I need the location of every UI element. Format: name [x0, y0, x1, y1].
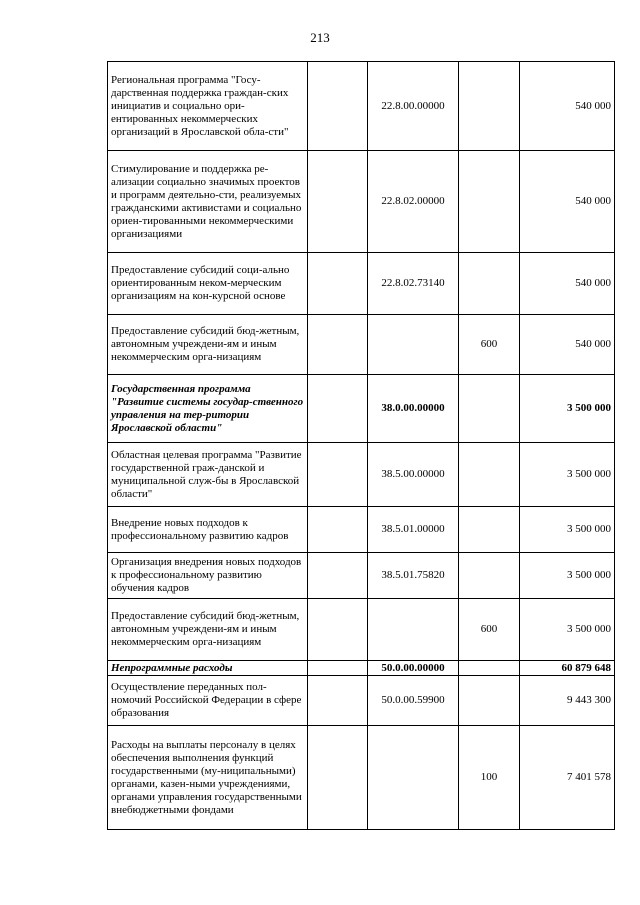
row-type: 600	[459, 315, 520, 375]
budget-table	[107, 61, 615, 830]
table-row	[108, 507, 615, 553]
row-code: 22.8.02.00000	[368, 151, 459, 253]
row-type: 100	[459, 726, 520, 830]
row-amount: 60 879 648	[520, 661, 615, 676]
row-code: 50.0.00.59900	[368, 676, 459, 726]
row-name: Областная целевая программа "Развитие государственной граж-данской и муниципальной служ-бы в Ярославской области"	[108, 443, 308, 507]
row-name: Государственная программа "Развитие системы государ-ственного управления на тер-ритории Ярославской области"	[108, 375, 308, 443]
row-name: Предоставление субсидий бюд-жетным, автономным учреждени-ям и иным некоммерческим орга-низациям	[108, 599, 308, 661]
table-row	[108, 553, 615, 599]
row-code	[368, 315, 459, 375]
row-type	[459, 676, 520, 726]
table-row	[108, 253, 615, 315]
table-row	[108, 375, 615, 443]
table-row	[108, 443, 615, 507]
row-amount: 540 000	[520, 151, 615, 253]
row-amount: 9 443 300	[520, 676, 615, 726]
table-row	[108, 62, 615, 151]
row-code: 38.5.01.75820	[368, 553, 459, 599]
row-amount: 3 500 000	[520, 443, 615, 507]
row-code	[368, 599, 459, 661]
table-row	[108, 599, 615, 661]
page-number: 213	[310, 30, 330, 45]
row-type: 600	[459, 599, 520, 661]
row-name: Предоставление субсидий бюд-жетным, автономным учреждени-ям и иным некоммерческим орга-низациям	[108, 315, 308, 375]
row-amount: 540 000	[520, 253, 615, 315]
row-name: Расходы на выплаты персоналу в целях обеспечения выполнения функций государственными (му-ниципальными) органами, казен-ными учреждениями, органами управления государственными внебюджетными фондами	[108, 726, 308, 830]
row-code: 22.8.00.00000	[368, 62, 459, 151]
row-code: 38.5.01.00000	[368, 507, 459, 553]
row-name: Региональная программа "Госу-дарственная поддержка граждан-ских инициатив и социально ори-ентированных некоммерческих организаций в Ярославской обла-сти"	[108, 62, 308, 151]
table-row	[108, 676, 615, 726]
row-type	[459, 253, 520, 315]
row-type	[459, 507, 520, 553]
row-amount: 7 401 578	[520, 726, 615, 830]
row-blank-cell	[308, 553, 368, 599]
row-name: Внедрение новых подходов к профессиональному развитию кадров	[108, 507, 308, 553]
row-blank-cell	[308, 661, 368, 676]
row-blank-cell	[308, 507, 368, 553]
row-name: Стимулирование и поддержка ре-ализации социально значимых проектов и программ деятельно-сти, реализуемых гражданскими активистами и социально ориен-тированными некоммерческими организациями	[108, 151, 308, 253]
row-blank-cell	[308, 375, 368, 443]
row-amount: 3 500 000	[520, 599, 615, 661]
table-row	[108, 661, 615, 676]
row-blank-cell	[308, 443, 368, 507]
row-name: Непрограммные расходы	[108, 661, 308, 676]
row-blank-cell	[308, 726, 368, 830]
row-blank-cell	[308, 315, 368, 375]
row-amount: 3 500 000	[520, 553, 615, 599]
table-row	[108, 315, 615, 375]
row-type	[459, 375, 520, 443]
row-amount: 540 000	[520, 315, 615, 375]
row-blank-cell	[308, 676, 368, 726]
row-code	[368, 726, 459, 830]
table-row	[108, 151, 615, 253]
row-type	[459, 151, 520, 253]
row-amount: 3 500 000	[520, 507, 615, 553]
row-name: Осуществление переданных пол-номочий Российской Федерации в сфере образования	[108, 676, 308, 726]
row-type	[459, 661, 520, 676]
row-amount: 3 500 000	[520, 375, 615, 443]
row-blank-cell	[308, 151, 368, 253]
row-type	[459, 443, 520, 507]
row-code: 38.5.00.00000	[368, 443, 459, 507]
row-code: 38.0.00.00000	[368, 375, 459, 443]
table-row	[108, 726, 615, 830]
row-type	[459, 62, 520, 151]
row-code: 50.0.00.00000	[368, 661, 459, 676]
row-blank-cell	[308, 62, 368, 151]
row-amount: 540 000	[520, 62, 615, 151]
row-type	[459, 553, 520, 599]
row-name: Организация внедрения новых подходов к профессиональному развитию обучения кадров	[108, 553, 308, 599]
row-code: 22.8.02.73140	[368, 253, 459, 315]
row-blank-cell	[308, 599, 368, 661]
row-blank-cell	[308, 253, 368, 315]
row-name: Предоставление субсидий соци-ально ориентированным неком-мерческим организациям на кон-курсной основе	[108, 253, 308, 315]
